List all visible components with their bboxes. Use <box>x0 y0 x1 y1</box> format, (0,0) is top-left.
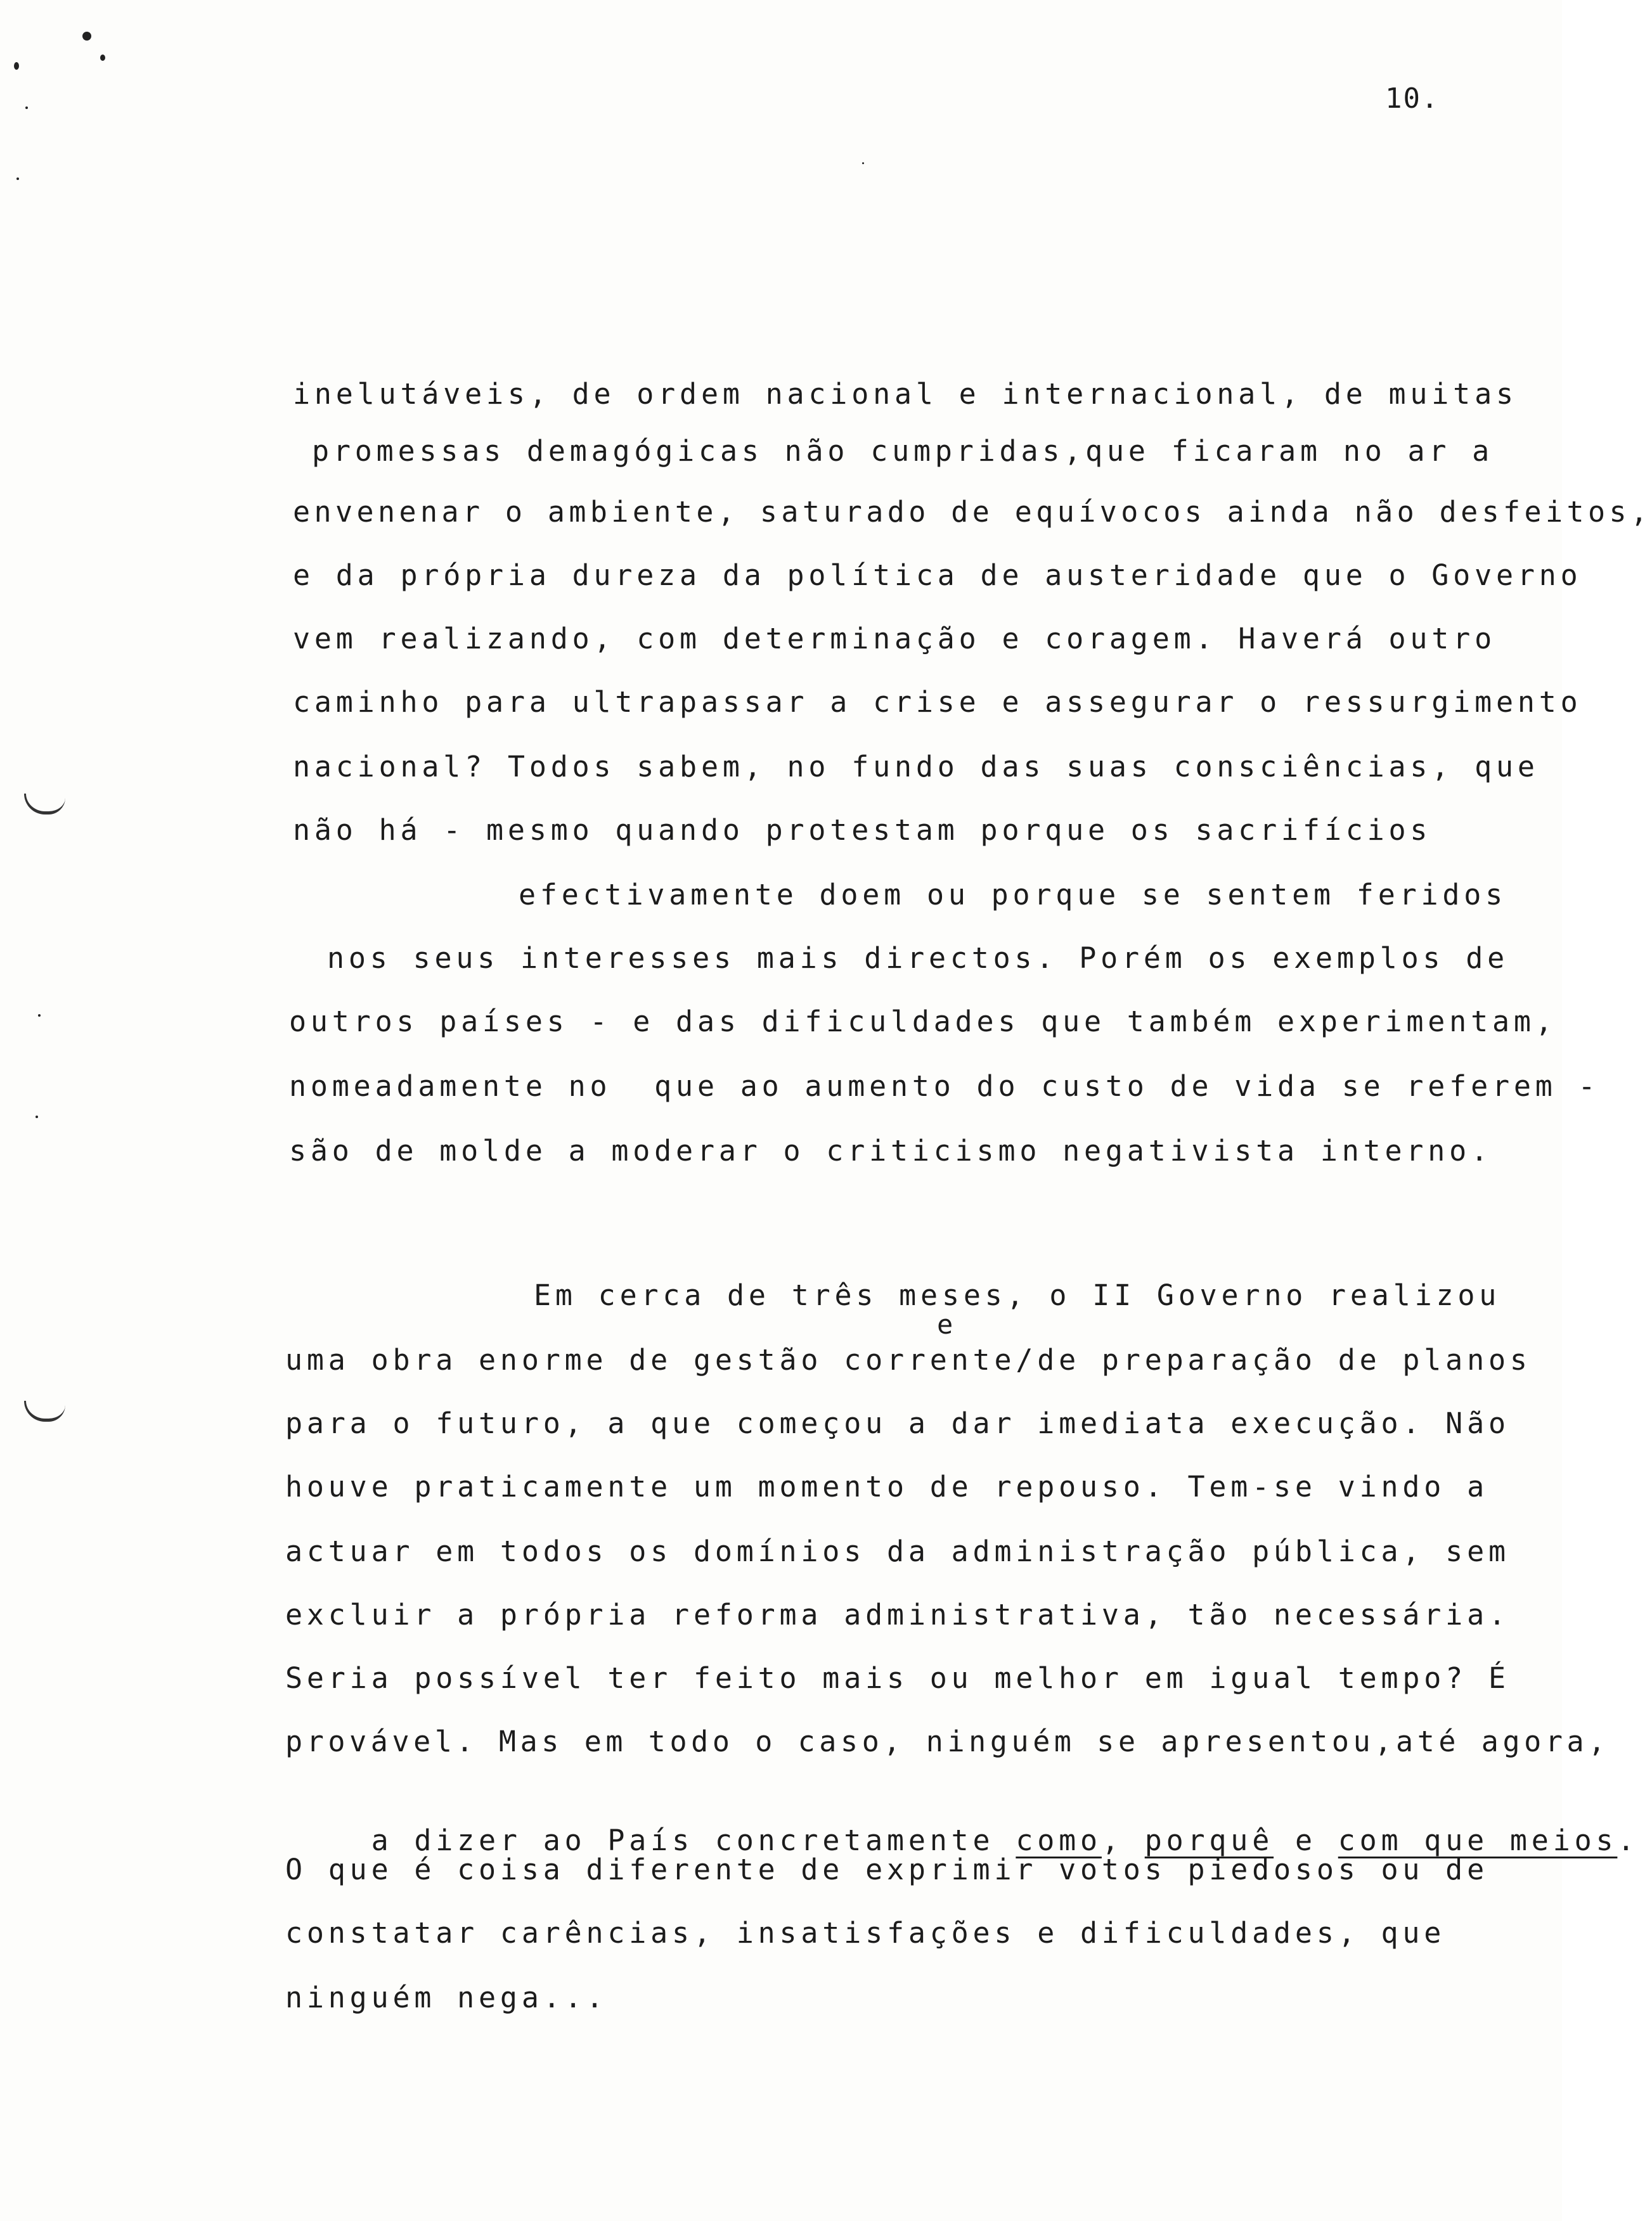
ink-speck <box>16 177 19 180</box>
ink-speck <box>25 106 28 109</box>
ink-speck <box>862 162 864 164</box>
text-line: houve praticamente um momento de repouso. Tem-se vindo a <box>285 1470 1488 1503</box>
text-line: excluir a própria reforma administrativa, tão necessária. <box>285 1598 1510 1632</box>
text-line: uma obra enorme de gestão corrente/de preparação de planos <box>285 1343 1532 1377</box>
underlined-como: como <box>1016 1824 1102 1857</box>
line-suffix: . <box>1617 1824 1639 1857</box>
text-line: O que é coisa diferente de exprimir votos piedosos ou de <box>285 1853 1488 1886</box>
page-number: 10. <box>1385 82 1440 115</box>
text-line: actuar em todos os domínios da administração pública, sem <box>285 1535 1510 1568</box>
text-line: promessas demagógicas não cumpridas,que ficaram no ar a <box>312 434 1494 468</box>
ink-speck <box>35 1116 38 1118</box>
text-line: envenenar o ambiente, saturado de equívocos ainda não desfeitos, <box>293 495 1652 529</box>
text-line: e da própria dureza da política de austeridade que o Governo <box>293 558 1582 592</box>
ink-speck <box>38 1014 41 1017</box>
text-line: Em cerca de três meses, o II Governo realizou <box>534 1278 1501 1312</box>
punch-hole-mark <box>24 1401 65 1422</box>
line-prefix: a dizer ao País concretamente <box>371 1824 1016 1857</box>
handwritten-insertion: e <box>937 1309 953 1340</box>
text-line: para o futuro, a que começou a dar imediata execução. Não <box>285 1407 1510 1440</box>
text-line: nacional? Todos sabem, no fundo das suas consciências, que <box>293 750 1539 783</box>
text-line: ninguém nega... <box>285 1981 608 2014</box>
text-line: Seria possível ter feito mais ou melhor em igual tempo? É <box>285 1661 1510 1695</box>
ink-speck <box>100 55 105 61</box>
text-line: constatar carências, insatisfações e dificuldades, que <box>285 1916 1446 1950</box>
ink-speck <box>14 62 19 70</box>
separator: e <box>1274 1824 1338 1857</box>
underlined-com-que-meios: com que meios <box>1338 1824 1618 1857</box>
text-line: outros países - e das dificuldades que também experimentam, <box>289 1005 1557 1038</box>
punch-hole-mark <box>24 794 65 814</box>
ink-speck <box>82 32 91 41</box>
text-line: não há - mesmo quando protestam porque os sacrifícios <box>293 813 1432 847</box>
text-line: são de molde a moderar o criticismo negativista interno. <box>289 1134 1492 1168</box>
text-line: nos seus interesses mais directos. Porém os exemplos de <box>327 941 1509 975</box>
underlined-porque: porquê <box>1144 1824 1274 1857</box>
separator: , <box>1101 1824 1145 1857</box>
text-line: efectivamente doem ou porque se sentem feridos <box>519 878 1507 911</box>
text-line: vem realizando, com determinação e coragem. Haverá outro <box>293 622 1496 655</box>
text-line: nomeadamente no que ao aumento do custo de vida se referem - <box>289 1069 1600 1103</box>
text-line: inelutáveis, de ordem nacional e internacional, de muitas <box>293 377 1518 411</box>
text-line: provável. Mas em todo o caso, ninguém se apresentou,até agora, <box>285 1725 1610 1758</box>
text-line: caminho para ultrapassar a crise e assegurar o ressurgimento <box>293 685 1582 719</box>
